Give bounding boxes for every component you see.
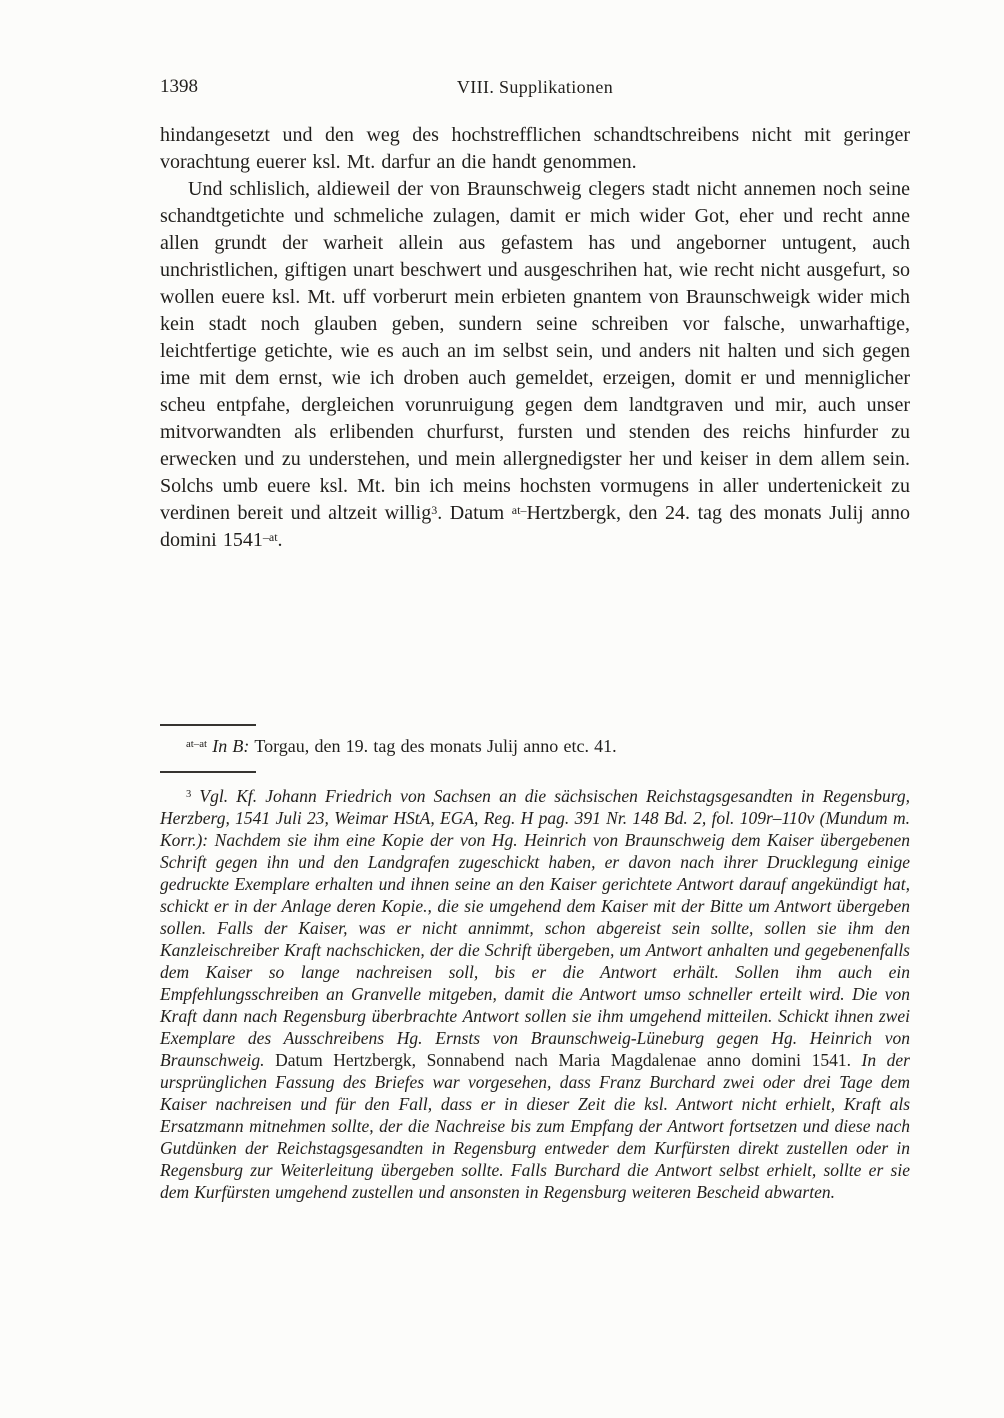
footnote-3-marker: 3 — [186, 789, 192, 801]
paragraph-text: Und schlislich, aldieweil der von Braunschweig clegers stadt nicht annemen noch seine schandtgetichte und schmeliche zulagen, damit er mich wider Got, eher und recht anne allen grundt der warheit allein aus gefastem has und angeborner untugent, auch unchristlichen, giftigen unart beschwert und ausgeschrihen hat, wie recht nicht ausgefurt, so wollen euere ksl. Mt. uff vorberurt mein erbieten gnantem von Braunschweigk wider mich kein stadt noch glauben geben, sundern seine schreiben vor falsche, unwarhaftige, leichtfertige getichte, wie es auch an im selbst sein, und anders nit halten und sich gegen ime mit dem ernst, wie ich droben auch gemeldet, erzeigen, domit er und menniglicher scheu entpfahe, dergleichen vorunruigung gegen dem landtgraven und mir, auch unser mitvorwandten als erlibenden churfurst, fursten und stenden des reichs hinfurder zu erwecken und zu understehen, und mein allergnedigster her und keiser in dem allem sein. Solchs umb euere ksl. Mt. bin ich meins hochsten vormugens in aller undertenickeit zu verdinen bereit und altzeit willig — [160, 178, 910, 524]
body-paragraph-main — [160, 176, 910, 554]
footnote-3-regest-part-1: Vgl. Kf. Johann Friedrich von Sachsen an die sächsischen Reichstagsgesandten in Regensburg, Herzberg, 1541 Juli 23, Weimar HStA, EGA, Reg. H pag. 391 Nr. 148 Bd. 2, fol. 109r–110v (Mundum m. Korr.): Nachdem sie ihm eine Kopie der von Hg. Heinrich von Braunschweig dem Kaiser übergebenen Schrift gegen ihn und den Landgrafen zugeschickt haben, er davon nach ihrer Drucklegung einige gedruckte Exemplare erhalten und ihnen seine an den Kaiser gerichtete Antwort darauf angekündigt hat, schickt er in der Anlage deren Kopie., die sie umgehend dem Kaiser mit der Bitte um Antwort übergeben sollen. Falls der Kaiser, was er nicht annimmt, schon abgereist sein sollte, sollen sie ihm den Kanzleischreiber Kraft nachschicken, der die Schrift übergeben, um Antwort anhalten und gegebenenfalls dem Kaiser so lange nachreisen soll, bis er die Antwort erhält. Sollen ihm auch ein Empfehlungsschreiben an Granvelle mitgeben, damit die Antwort umso schneller erteilt wird. Die von Kraft dann nach Regensburg überbrachte Antwort sollen sie ihm umgehend mitteilen. Schickt ihnen zwei Exemplare des Ausschreibens Hg. Ernsts von Braunschweig-Lüneburg gegen Hg. Heinrich von Braunschweig. — [160, 786, 911, 1070]
apparatus-close-marker: –at — [262, 529, 278, 544]
text-column — [160, 76, 910, 554]
apparatus-siglum: In B: — [212, 736, 250, 756]
footnote-area — [160, 724, 910, 1203]
footnote-separator-rule — [160, 771, 256, 773]
paragraph-end-period: . — [277, 529, 283, 551]
page-number: 1398 — [160, 76, 198, 97]
footnote-3-quoted-dateline: Datum Hertzbergk, Sonnabend nach Maria Magdalenae anno domini 1541. — [275, 1050, 862, 1070]
apparatus-separator-rule — [160, 724, 256, 726]
paragraph-dateline: Hertzbergk, den 24. tag des monats Julij anno domini 1541 — [160, 502, 910, 551]
section-title: VIII. Supplikationen — [456, 77, 614, 97]
paragraph-datum-lead: . Datum — [437, 502, 512, 524]
apparatus-note-marker: at–at — [186, 738, 207, 751]
apparatus-note — [160, 735, 910, 758]
body-paragraph-continuation: hindangesetzt und den weg des hochstrefflichen schandtschreibens nicht mit geringer vorachtung euerer ksl. Mt. darfur an die handt genommen. — [160, 124, 910, 173]
footnote-3 — [160, 785, 910, 1203]
apparatus-variant-text: Torgau, den 19. tag des monats Julij anno etc. 41. — [254, 736, 617, 756]
footnote-reference-3: 3 — [431, 502, 438, 517]
running-header — [160, 76, 910, 100]
apparatus-open-marker: at– — [511, 502, 527, 517]
footnote-3-regest-part-2: In der ursprünglichen Fassung des Briefes war vorgesehen, dass Franz Burchard zwei oder drei Tage dem Kaiser nachreisen und für den Fall, dass er in dieser Zeit die ksl. Antwort nicht erhielt, Kraft als Ersatzmann mitnehmen sollte, der die Nachreise bis zum Empfang der Antwort fortsetzen und diese nach Gutdünken der Reichstagsgesandten in Regensburg entweder dem Kurfürsten direkt zustellen oder in Regensburg zur Weiterleitung übergeben sollte. Falls Burchard die Antwort selbst erhielt, sollte er sie dem Kurfürsten umgehend zustellen und ansonsten in Regensburg weiteren Bescheid abwarten. — [160, 1050, 910, 1202]
